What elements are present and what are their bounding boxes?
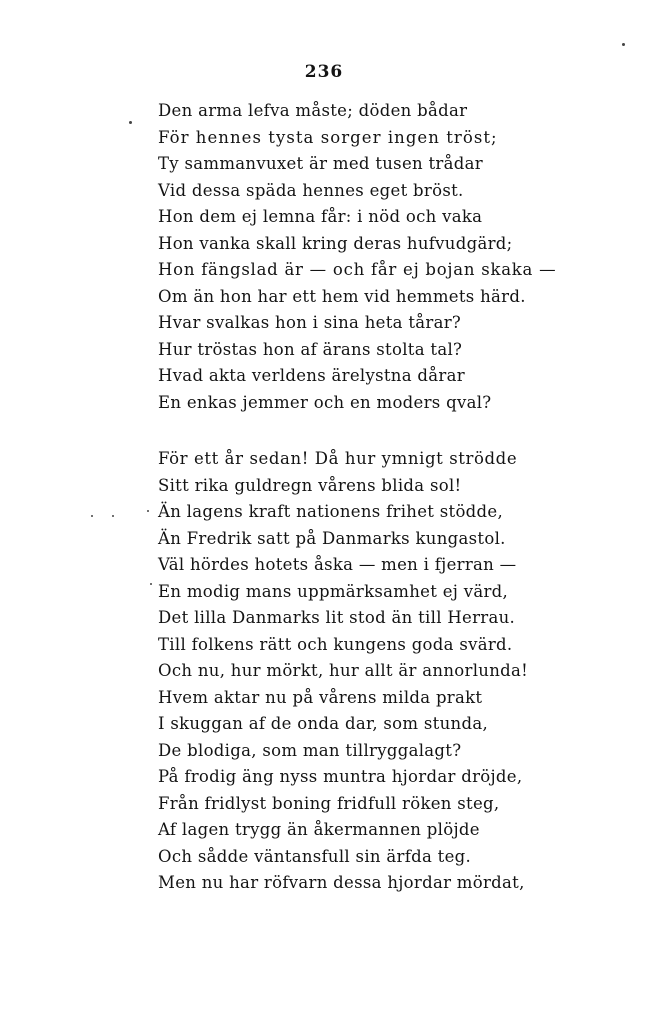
scan-speck xyxy=(91,515,93,517)
stanza-2 xyxy=(158,446,558,897)
poem-line: Hvem aktar nu på vårens milda prakt xyxy=(158,687,483,707)
poem-line: Än Fredrik satt på Danmarks kungastol. xyxy=(158,528,506,548)
poem-line: Till folkens rätt och kungens goda svärd. xyxy=(158,634,513,654)
poem-line: En enkas jemmer och en moders qval? xyxy=(158,392,492,412)
poem-line: För ett år sedan! Då hur ymnigt strödde xyxy=(158,449,518,468)
poem-line: Om än hon har ett hem vid hemmets härd. xyxy=(158,286,526,306)
poem-line: Hvad akta verldens ärelystna dårar xyxy=(158,366,465,385)
scan-speck xyxy=(129,121,132,124)
poem-line: Det lilla Danmarks lit stod än till Herrau. xyxy=(158,608,516,627)
scan-speck xyxy=(150,583,152,585)
poem-line: Hon dem ej lemna får: i nöd och vaka xyxy=(158,207,483,226)
poem-line: Och nu, hur mörkt, hur allt är annorlunda! xyxy=(158,661,529,680)
poem-line: På frodig äng nyss muntra hjordar dröjde, xyxy=(158,767,523,786)
poem-line: Från fridlyst boning fridfull röken steg, xyxy=(158,793,500,813)
poem-line: Hvar svalkas hon i sina heta tårar? xyxy=(158,313,462,332)
poem-line: Af lagen trygg än åkermannen plöjde xyxy=(158,820,480,839)
poem-line: Än lagens kraft nationens frihet stödde, xyxy=(158,502,504,521)
poem-line: För hennes tysta sorger ingen tröst; xyxy=(158,127,498,147)
poem-line: Hon vanka skall kring deras hufvudgärd; xyxy=(158,233,513,253)
poem-line: Men nu har röfvarn dessa hjordar mördat, xyxy=(158,873,525,892)
poem-line: Vid dessa späda hennes eget bröst. xyxy=(158,180,464,200)
poem-line: Och sådde väntansfull sin ärfda teg. xyxy=(158,846,472,866)
scan-speck xyxy=(147,510,149,512)
scan-speck xyxy=(622,43,625,46)
poem-line: Väl hördes hotets åska — men i fjerran — xyxy=(158,555,517,574)
poem-line: De blodiga, som man tillryggalagt? xyxy=(158,740,462,760)
poem-line: I skuggan af de onda dar, som stunda, xyxy=(158,714,489,733)
poem-line: En modig mans uppmärksamhet ej värd, xyxy=(158,581,509,601)
poem-line: Ty sammanvuxet är med tusen trådar xyxy=(158,154,483,173)
scan-speck xyxy=(112,515,114,517)
page-number: 236 xyxy=(304,62,344,82)
poem-line: Hur tröstas hon af ärans stolta tal? xyxy=(158,339,463,359)
poem-line: Sitt rika guldregn vårens blida sol! xyxy=(158,475,462,495)
poem-line: Den arma lefva måste; döden bådar xyxy=(158,101,468,120)
poem-line: Hon fängslad är — och får ej bojan skaka — xyxy=(158,260,557,279)
stanza-1 xyxy=(158,98,558,416)
